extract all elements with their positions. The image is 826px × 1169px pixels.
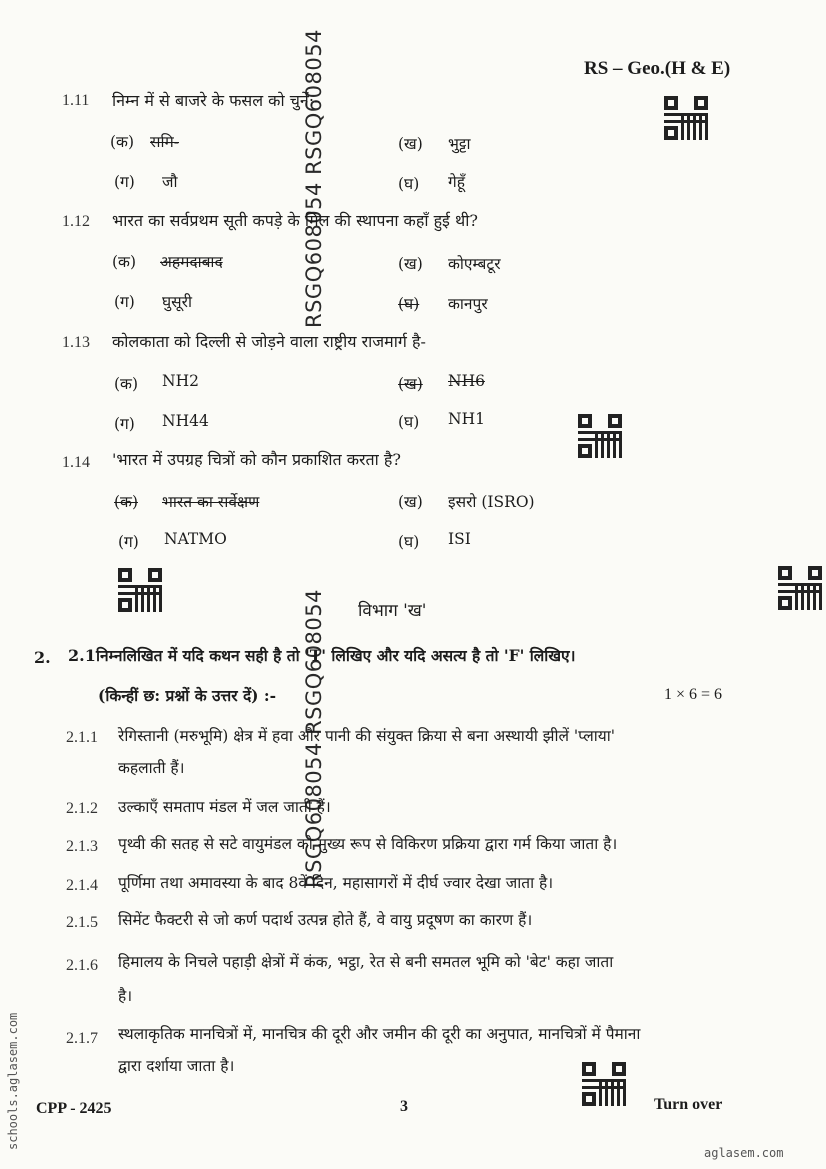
turn-over: Turn over (654, 1096, 723, 1113)
item-text: पृथ्वी की सतह से सटे वायुमंडल को मुख्य रूप से विकिरण प्रक्रिया द्वारा गर्म किया जाता है। (118, 835, 618, 853)
qr-code-icon (578, 414, 622, 458)
option-text: गेहूँ (448, 173, 465, 191)
item-text: हिमालय के निचले पहाड़ी क्षेत्रों में कंक, भट्ठा, रेत से बनी समतल भूमि को 'बेट' कहा जाता (118, 953, 614, 971)
item-text: सिमेंट फैक्टरी से जो कर्ण पदार्थ उत्पन्न होते हैं, वे वायु प्रदूषण का कारण हैं। (118, 911, 533, 929)
qr-code-icon (664, 96, 708, 140)
item-text: पूर्णिमा तथा अमावस्या के बाद 8वें दिन, महासागरों में दीर्घ ज्वार देखा जाता है। (118, 874, 554, 892)
option-label: (घ) (398, 413, 420, 431)
item-number: 2.1.4 (66, 877, 98, 894)
option-text: घुसूरी (162, 293, 192, 311)
watermark-vertical: RSGQ608054 RSGQ608054 (302, 589, 326, 888)
item-text: स्थलाकृतिक मानचित्रों में, मानचित्र की दूरी और जमीन की दूरी का अनुपात, मानचित्रों में पैमाना (118, 1025, 641, 1043)
option-label: (क) (114, 375, 138, 393)
item-number: 2.1.5 (66, 914, 98, 931)
item-number: 2.1.6 (66, 957, 98, 974)
option-text: NH6 (448, 372, 485, 390)
option-label: (ग) (114, 293, 135, 311)
paper-code: RS – Geo.(H & E) (584, 58, 731, 79)
item-number: 2.1.2 (66, 800, 98, 817)
footer-code: CPP - 2425 (36, 1100, 112, 1117)
q2-instruction: निम्नलिखित में यदि कथन सही है तो 'T' लिखिए और यदि असत्य है तो 'F' लिखिए। (96, 646, 576, 665)
item-number: 2.1.3 (66, 838, 98, 855)
side-url: schools.aglasem.com (6, 1012, 20, 1150)
option-text: NH2 (162, 372, 199, 390)
option-text: समि- (150, 133, 179, 151)
footer-url: aglasem.com (704, 1146, 784, 1160)
sub-question-number: 2.1 (68, 646, 96, 665)
qr-code-icon (118, 568, 162, 612)
item-text: उल्काएँ समताप मंडल में जल जाती हैं। (118, 798, 331, 816)
question-text: 'भारत में उपग्रह चित्रों को कौन प्रकाशित करता है? (112, 450, 401, 469)
question-number: 1.11 (62, 92, 90, 109)
option-label: (घ) (398, 295, 420, 313)
question-number: 1.13 (62, 334, 90, 351)
q2-note: (किन्हीं छ: प्रश्नों के उत्तर दें) :- (98, 686, 277, 705)
item-text: है। (118, 987, 133, 1005)
option-text: NH44 (162, 412, 209, 430)
section-title: विभाग 'ख' (358, 601, 427, 621)
option-label: (ग) (114, 415, 135, 433)
option-label: (ख) (398, 135, 423, 153)
item-number: 2.1.7 (66, 1030, 98, 1047)
item-text: रेगिस्तानी (मरुभूमि) क्षेत्र में हवा और पानी की संयुक्त क्रिया से बना अस्थायी झीलें 'प्लाया' (118, 727, 616, 745)
option-label: (क) (110, 133, 134, 151)
option-label: (ख) (398, 375, 423, 393)
option-label: (ग) (118, 533, 139, 551)
marks: 1 × 6 = 6 (664, 686, 723, 703)
option-label: (क) (114, 493, 138, 511)
option-label: (क) (112, 253, 136, 271)
option-label: (ख) (398, 493, 423, 511)
option-text: अहमदाबाद (160, 253, 223, 271)
option-text: भारत का सर्वेक्षण (162, 493, 260, 511)
option-text: कोएम्बटूर (448, 255, 501, 273)
option-text: भुट्टा (448, 135, 471, 153)
option-label: (घ) (398, 175, 420, 193)
option-text: इसरो (ISRO) (448, 493, 535, 511)
option-text: NATMO (164, 530, 227, 548)
option-label: (ग) (114, 173, 135, 191)
question-number: 2. (34, 648, 51, 667)
watermark-vertical: RSGQ608054 RSGQ608054 (302, 29, 326, 328)
item-text: कहलाती हैं। (118, 759, 185, 777)
page-number: 3 (400, 1098, 408, 1115)
qr-code-icon (582, 1062, 626, 1106)
option-label: (ख) (398, 255, 423, 273)
item-number: 2.1.1 (66, 729, 98, 746)
question-number: 1.12 (62, 213, 90, 230)
question-text: निम्न में से बाजरे के फसल को चुनें:- (112, 91, 320, 110)
question-number: 1.14 (62, 454, 90, 471)
qr-code-icon (778, 566, 822, 610)
option-label: (घ) (398, 533, 420, 551)
item-text: द्वारा दर्शाया जाता है। (118, 1057, 235, 1075)
question-text: कोलकाता को दिल्ली से जोड़ने वाला राष्ट्रीय राजमार्ग है- (112, 332, 426, 351)
option-text: कानपुर (448, 295, 488, 313)
option-text: ISI (448, 530, 471, 548)
question-text: भारत का सर्वप्रथम सूती कपड़े के मिल की स्थापना कहाँ हुई थी? (112, 211, 478, 230)
option-text: NH1 (448, 410, 485, 428)
option-text: जौ (162, 173, 178, 191)
